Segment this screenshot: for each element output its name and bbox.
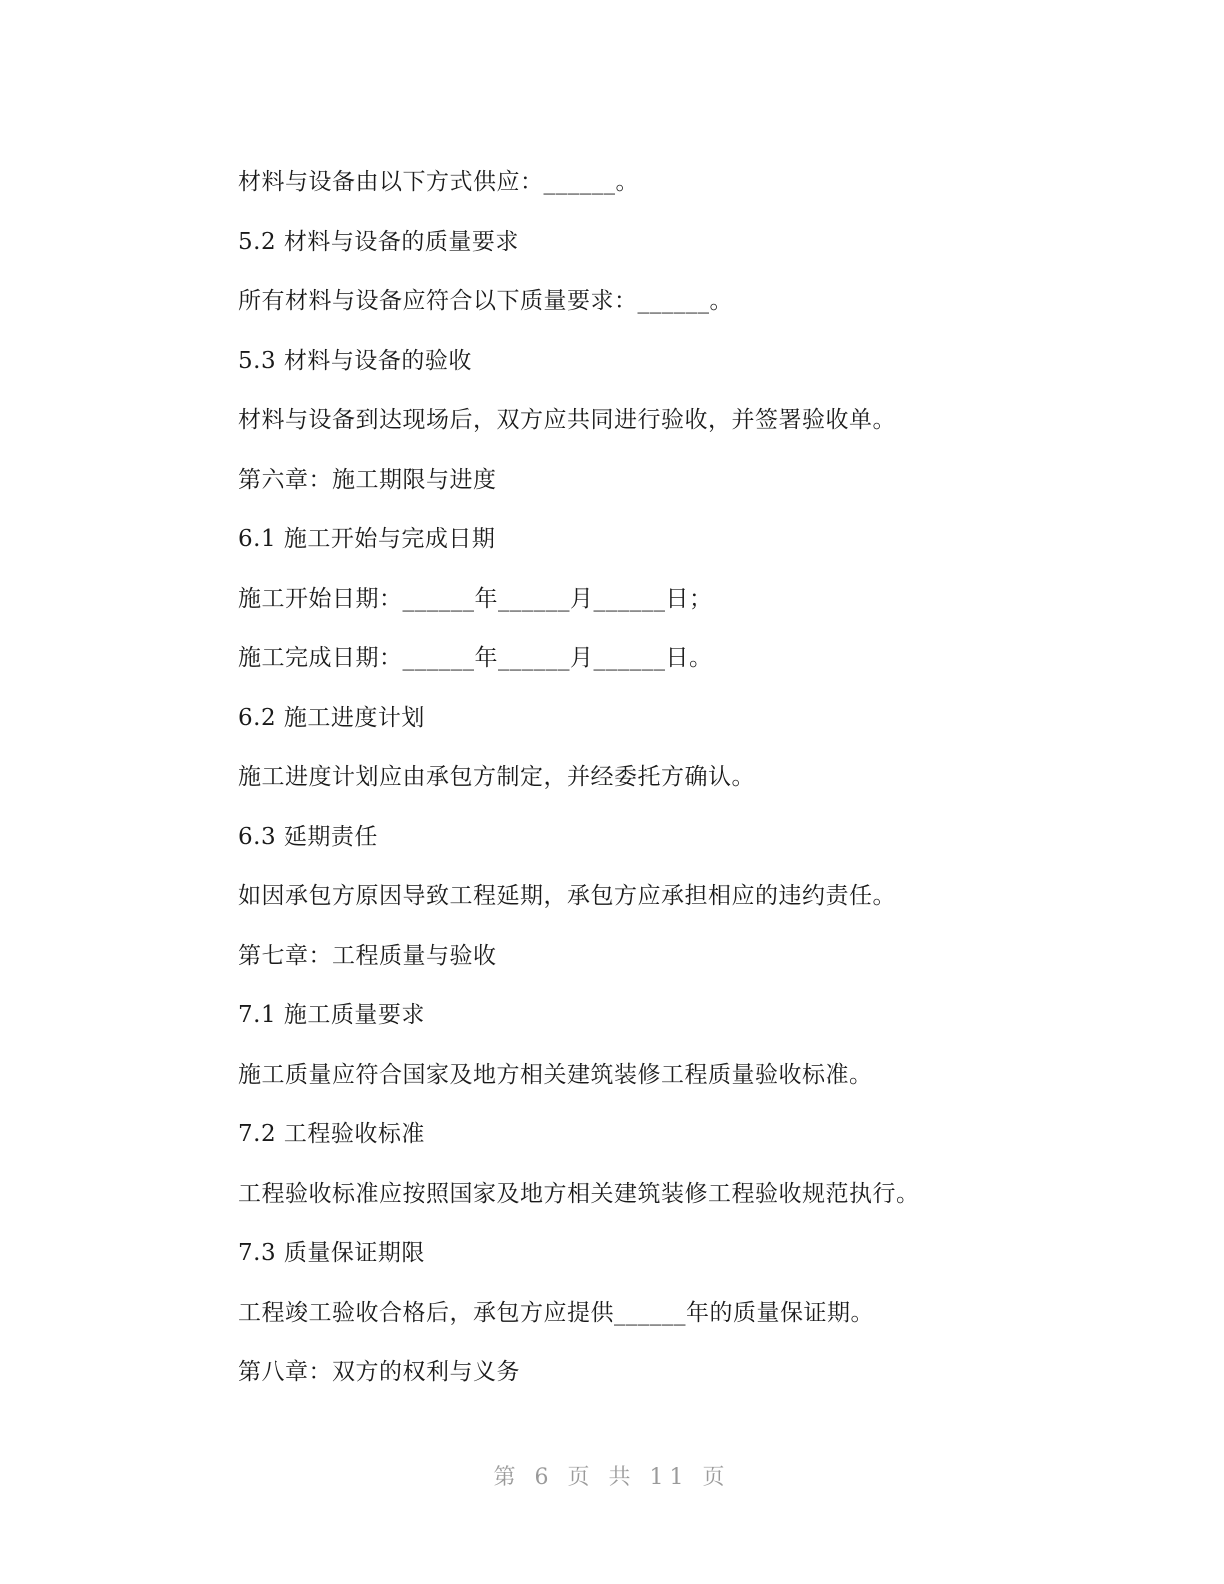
paragraph-acceptance: 材料与设备到达现场后，双方应共同进行验收，并签署验收单。 (238, 407, 896, 433)
section-heading-6-1: 6.1 施工开始与完成日期 (238, 526, 496, 552)
section-heading-7-2: 7.2 工程验收标准 (238, 1121, 425, 1147)
paragraph-supply-method: 材料与设备由以下方式供应：______。 (238, 169, 639, 195)
section-heading-6-3: 6.3 延期责任 (238, 823, 378, 850)
section-heading-5-2: 5.2 材料与设备的质量要求 (238, 228, 519, 255)
paragraph-warranty-period: 工程竣工验收合格后，承包方应提供______年的质量保证期。 (238, 1299, 874, 1326)
paragraph-construction-quality: 施工质量应符合国家及地方相关建筑装修工程质量验收标准。 (238, 1061, 873, 1088)
paragraph-quality-requirements: 所有材料与设备应符合以下质量要求：______。 (238, 288, 733, 314)
chapter-heading-8: 第八章：双方的权利与义务 (238, 1359, 520, 1385)
paragraph-schedule-plan: 施工进度计划应由承包方制定，并经委托方确认。 (238, 764, 755, 790)
section-heading-5-3: 5.3 材料与设备的验收 (238, 347, 472, 374)
section-heading-7-3: 7.3 质量保证期限 (238, 1240, 425, 1266)
section-heading-6-2: 6.2 施工进度计划 (238, 704, 425, 731)
chapter-heading-6: 第六章：施工期限与进度 (238, 466, 497, 493)
document-body (238, 160, 998, 1410)
chapter-heading-7: 第七章：工程质量与验收 (238, 942, 497, 969)
paragraph-start-date: 施工开始日期：______年______月______日； (238, 585, 713, 612)
paragraph-acceptance-standard: 工程验收标准应按照国家及地方相关建筑装修工程验收规范执行。 (238, 1180, 920, 1207)
paragraph-end-date: 施工完成日期：______年______月______日。 (238, 645, 713, 671)
paragraph-delay-liability: 如因承包方原因导致工程延期，承包方应承担相应的违约责任。 (238, 883, 896, 909)
section-heading-7-1: 7.1 施工质量要求 (238, 1002, 425, 1028)
page-number-footer: 第 6 页 共 11 页 (493, 1465, 731, 1490)
